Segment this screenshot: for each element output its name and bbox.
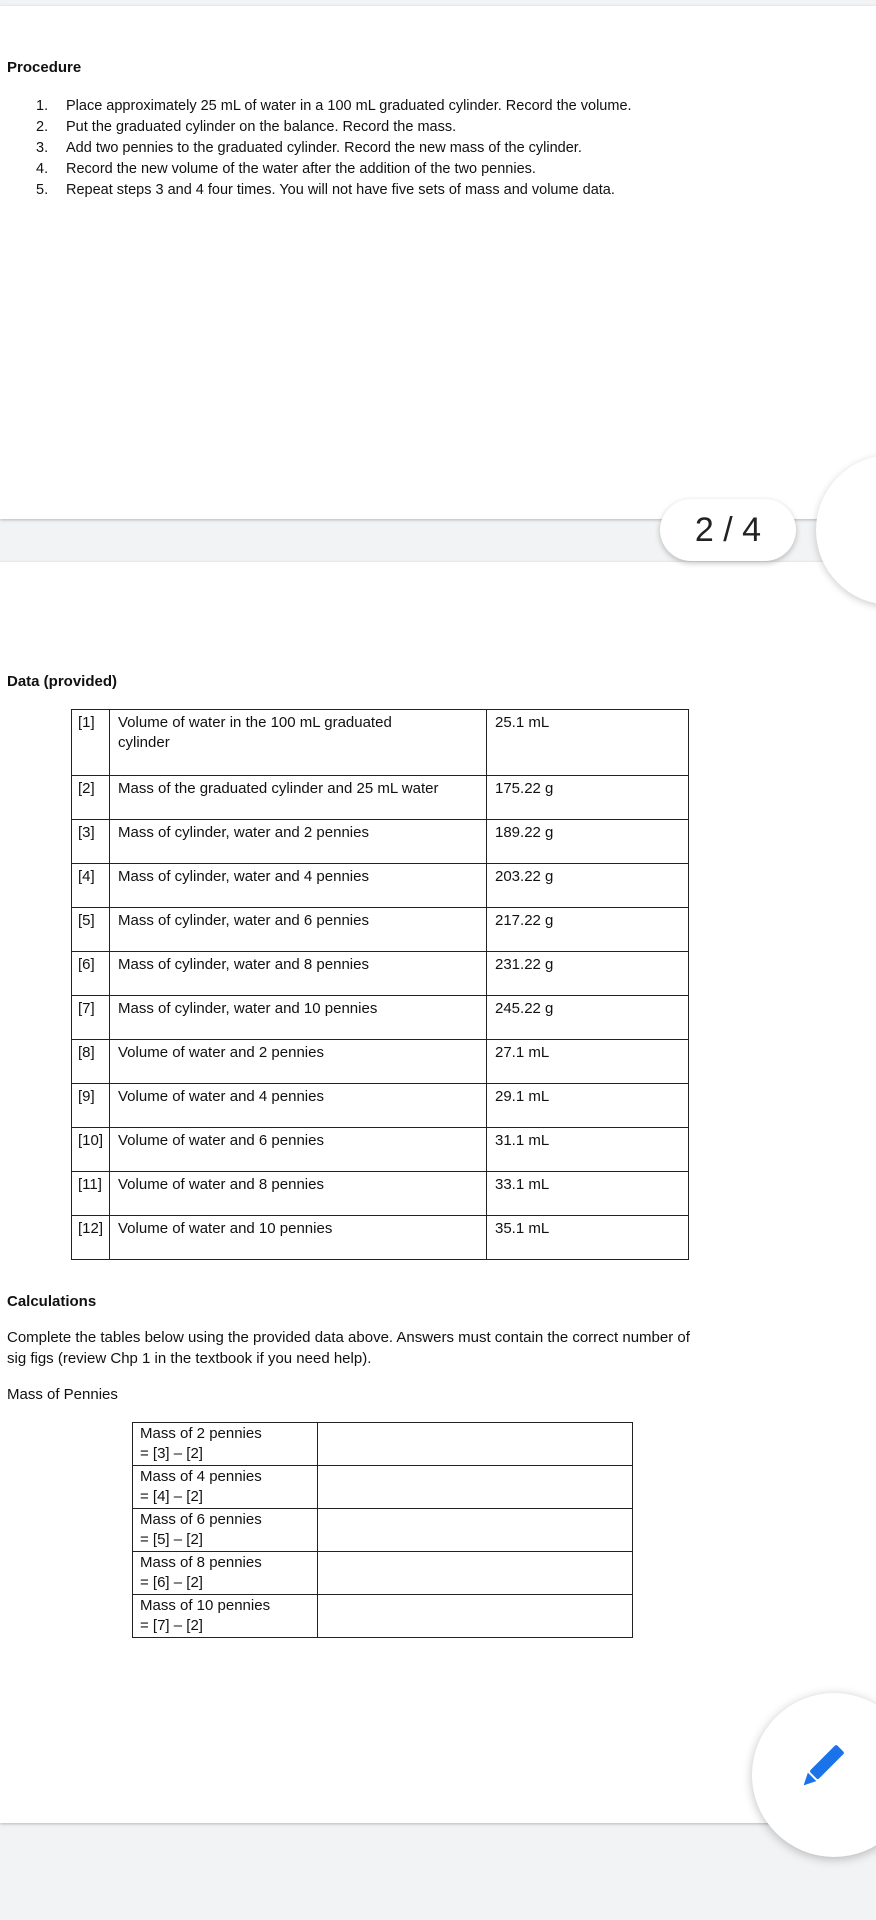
row-description: Mass of cylinder, water and 4 pennies <box>110 864 487 908</box>
row-description: Volume of water and 10 pennies <box>110 1216 487 1260</box>
answer-cell[interactable] <box>318 1552 633 1595</box>
table-row <box>72 1084 689 1128</box>
row-value: 31.1 mL <box>487 1128 689 1172</box>
procedure-step: 5. Repeat steps 3 and 4 four times. You will not have five sets of mass and volume data. <box>36 182 615 198</box>
table-row <box>133 1509 633 1552</box>
row-description: Mass of cylinder, water and 6 pennies <box>110 908 487 952</box>
answer-cell[interactable] <box>318 1509 633 1552</box>
procedure-heading: Procedure <box>7 59 82 76</box>
calc-label-cell: Mass of 2 pennies = [3] – [2] <box>133 1423 318 1466</box>
row-index: [1] <box>72 710 110 776</box>
answer-cell[interactable] <box>318 1466 633 1509</box>
row-description: Mass of cylinder, water and 2 pennies <box>110 820 487 864</box>
table-row <box>133 1595 633 1638</box>
row-description: Mass of cylinder, water and 8 pennies <box>110 952 487 996</box>
row-value: 203.22 g <box>487 864 689 908</box>
table-row <box>72 908 689 952</box>
table-row <box>133 1552 633 1595</box>
mass-of-pennies-table <box>132 1422 633 1638</box>
row-index: [3] <box>72 820 110 864</box>
row-value: 175.22 g <box>487 776 689 820</box>
row-description: Volume of water and 4 pennies <box>110 1084 487 1128</box>
row-index: [5] <box>72 908 110 952</box>
row-index: [4] <box>72 864 110 908</box>
procedure-steps <box>30 96 632 201</box>
table-row <box>72 1040 689 1084</box>
pencil-icon <box>794 1739 850 1795</box>
calculations-instructions-line1: Complete the tables below using the provided data above. Answers must contain the correct number of <box>7 1329 690 1346</box>
row-description: Volume of water and 8 pennies <box>110 1172 487 1216</box>
table-row <box>72 864 689 908</box>
row-value: 25.1 mL <box>487 710 689 776</box>
row-index: [2] <box>72 776 110 820</box>
table-row <box>133 1423 633 1466</box>
row-index: [7] <box>72 996 110 1040</box>
row-value: 189.22 g <box>487 820 689 864</box>
row-index: [12] <box>72 1216 110 1260</box>
row-index: [8] <box>72 1040 110 1084</box>
table-row <box>72 1216 689 1260</box>
row-value: 245.22 g <box>487 996 689 1040</box>
procedure-step: 4. Record the new volume of the water after the addition of the two pennies. <box>36 161 536 177</box>
calc-label-cell: Mass of 8 pennies = [6] – [2] <box>133 1552 318 1595</box>
row-index: [9] <box>72 1084 110 1128</box>
row-value: 27.1 mL <box>487 1040 689 1084</box>
calculations-heading: Calculations <box>7 1293 97 1310</box>
procedure-step: 1. Place approximately 25 mL of water in a 100 mL graduated cylinder. Record the volume. <box>36 98 632 114</box>
row-description: Volume of water and 2 pennies <box>110 1040 487 1084</box>
page-indicator: 2 / 4 <box>660 499 796 561</box>
data-heading: Data (provided) <box>7 673 118 690</box>
row-description: Mass of the graduated cylinder and 25 mL water <box>110 776 487 820</box>
calc-label-cell: Mass of 4 pennies = [4] – [2] <box>133 1466 318 1509</box>
row-description: Mass of cylinder, water and 10 pennies <box>110 996 487 1040</box>
table-row <box>72 820 689 864</box>
row-index: [11] <box>72 1172 110 1216</box>
row-value: 33.1 mL <box>487 1172 689 1216</box>
row-value: 217.22 g <box>487 908 689 952</box>
table-row <box>133 1466 633 1509</box>
row-value: 231.22 g <box>487 952 689 996</box>
answer-cell[interactable] <box>318 1423 633 1466</box>
document-page-1[interactable] <box>0 6 876 519</box>
calc-label-cell: Mass of 6 pennies = [5] – [2] <box>133 1509 318 1552</box>
row-value: 29.1 mL <box>487 1084 689 1128</box>
answer-cell[interactable] <box>318 1595 633 1638</box>
mass-of-pennies-title: Mass of Pennies <box>7 1386 118 1403</box>
calc-label-cell: Mass of 10 pennies = [7] – [2] <box>133 1595 318 1638</box>
table-row <box>72 952 689 996</box>
document-page-2[interactable] <box>0 562 876 1823</box>
procedure-step: 3. Add two pennies to the graduated cylinder. Record the new mass of the cylinder. <box>36 140 582 156</box>
calculations-instructions-line2: sig figs (review Chp 1 in the textbook if you need help). <box>7 1350 372 1367</box>
table-row <box>72 1172 689 1216</box>
data-table <box>71 709 689 1260</box>
row-value: 35.1 mL <box>487 1216 689 1260</box>
procedure-step: 2. Put the graduated cylinder on the balance. Record the mass. <box>36 119 457 135</box>
table-row <box>72 776 689 820</box>
table-row <box>72 710 689 776</box>
table-row <box>72 1128 689 1172</box>
row-description: Volume of water in the 100 mL graduated cylinder <box>110 710 487 776</box>
row-index: [10] <box>72 1128 110 1172</box>
row-index: [6] <box>72 952 110 996</box>
table-row <box>72 996 689 1040</box>
row-description: Volume of water and 6 pennies <box>110 1128 487 1172</box>
